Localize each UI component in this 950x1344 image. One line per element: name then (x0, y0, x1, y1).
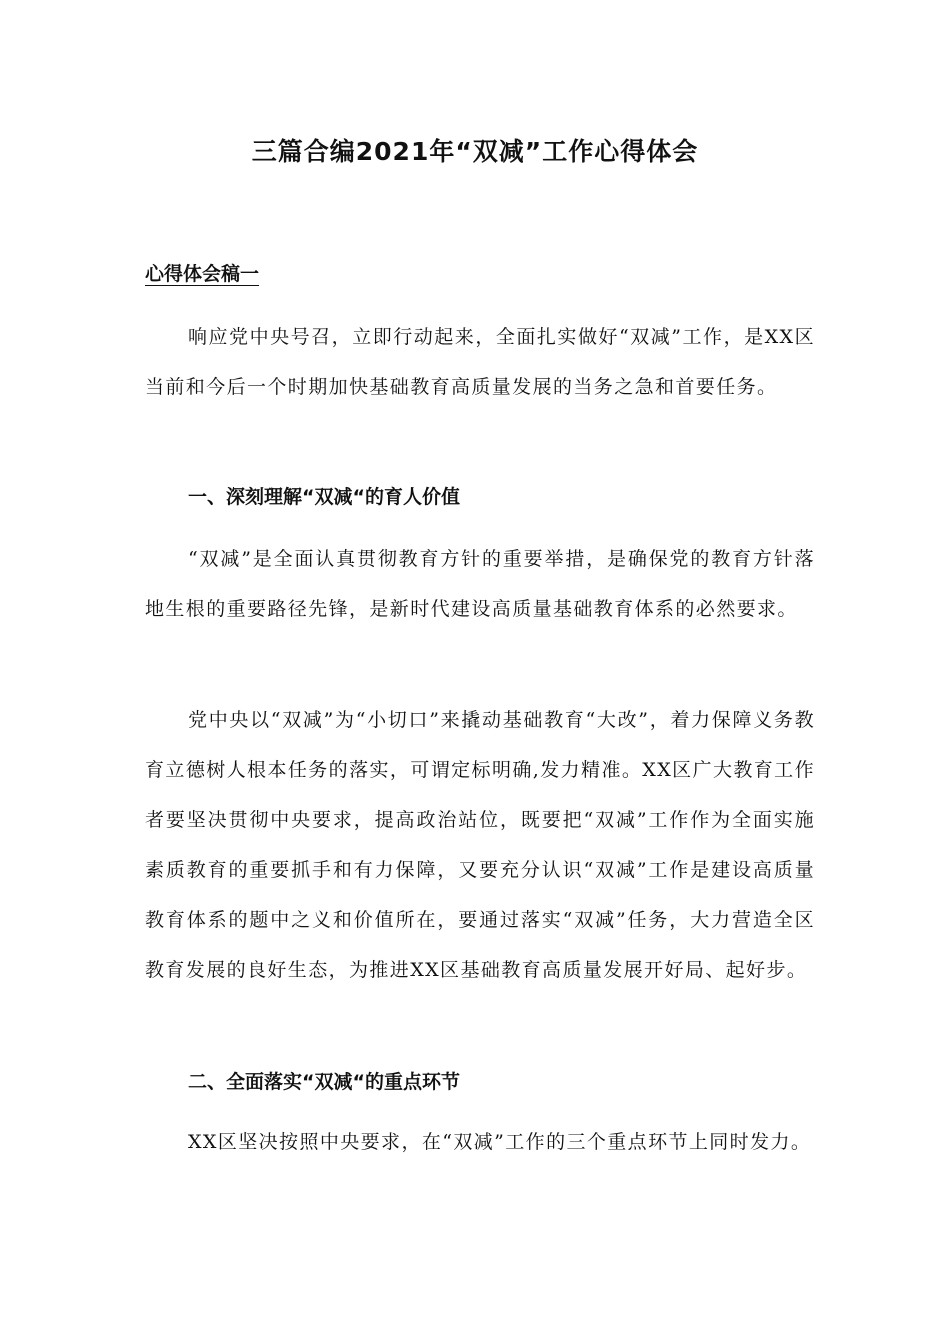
part-heading: 心得体会稿一 (145, 263, 260, 285)
document-title: 三篇合编2021年“双减”工作心得体会 (251, 137, 699, 166)
section-2-paragraph-1: XX区坚决按照中央要求，在“双减”工作的三个重点环节上同时发力。 (188, 1131, 812, 1153)
section-1-paragraph-2: 党中央以“双减”为“小切口”来撬动基础教育“大改”，着力保障义务教育立德树人根本任务的落实，可谓定标明确,发力精准。XX区广大教育工作者要坚决贯彻中央要求，提高政治站位，既要把“双减”工作作为全面实施素质教育的重要抓手和有力保障，又要充分认识“双减”工作是建设高质量教育体系的题中之义和价值所在，要通过落实“双减”任务，大力营造全区教育发展的良好生态，为推进XX区基础教育高质量发展开好局、起好步。 (145, 709, 815, 981)
intro-paragraph: 响应党中央号召，立即行动起来，全面扎实做好“双减”工作，是XX区当前和今后一个时期加快基础教育高质量发展的当务之急和首要任务。 (145, 326, 815, 398)
section-1-paragraph-1: “双减”是全面认真贯彻教育方针的重要举措，是确保党的教育方针落地生根的重要路径先锋，是新时代建设高质量基础教育体系的必然要求。 (145, 548, 815, 620)
section-1-heading: 一、深刻理解“双减“的育人价值 (188, 486, 460, 508)
section-2-heading: 二、全面落实“双减“的重点环节 (188, 1071, 460, 1093)
